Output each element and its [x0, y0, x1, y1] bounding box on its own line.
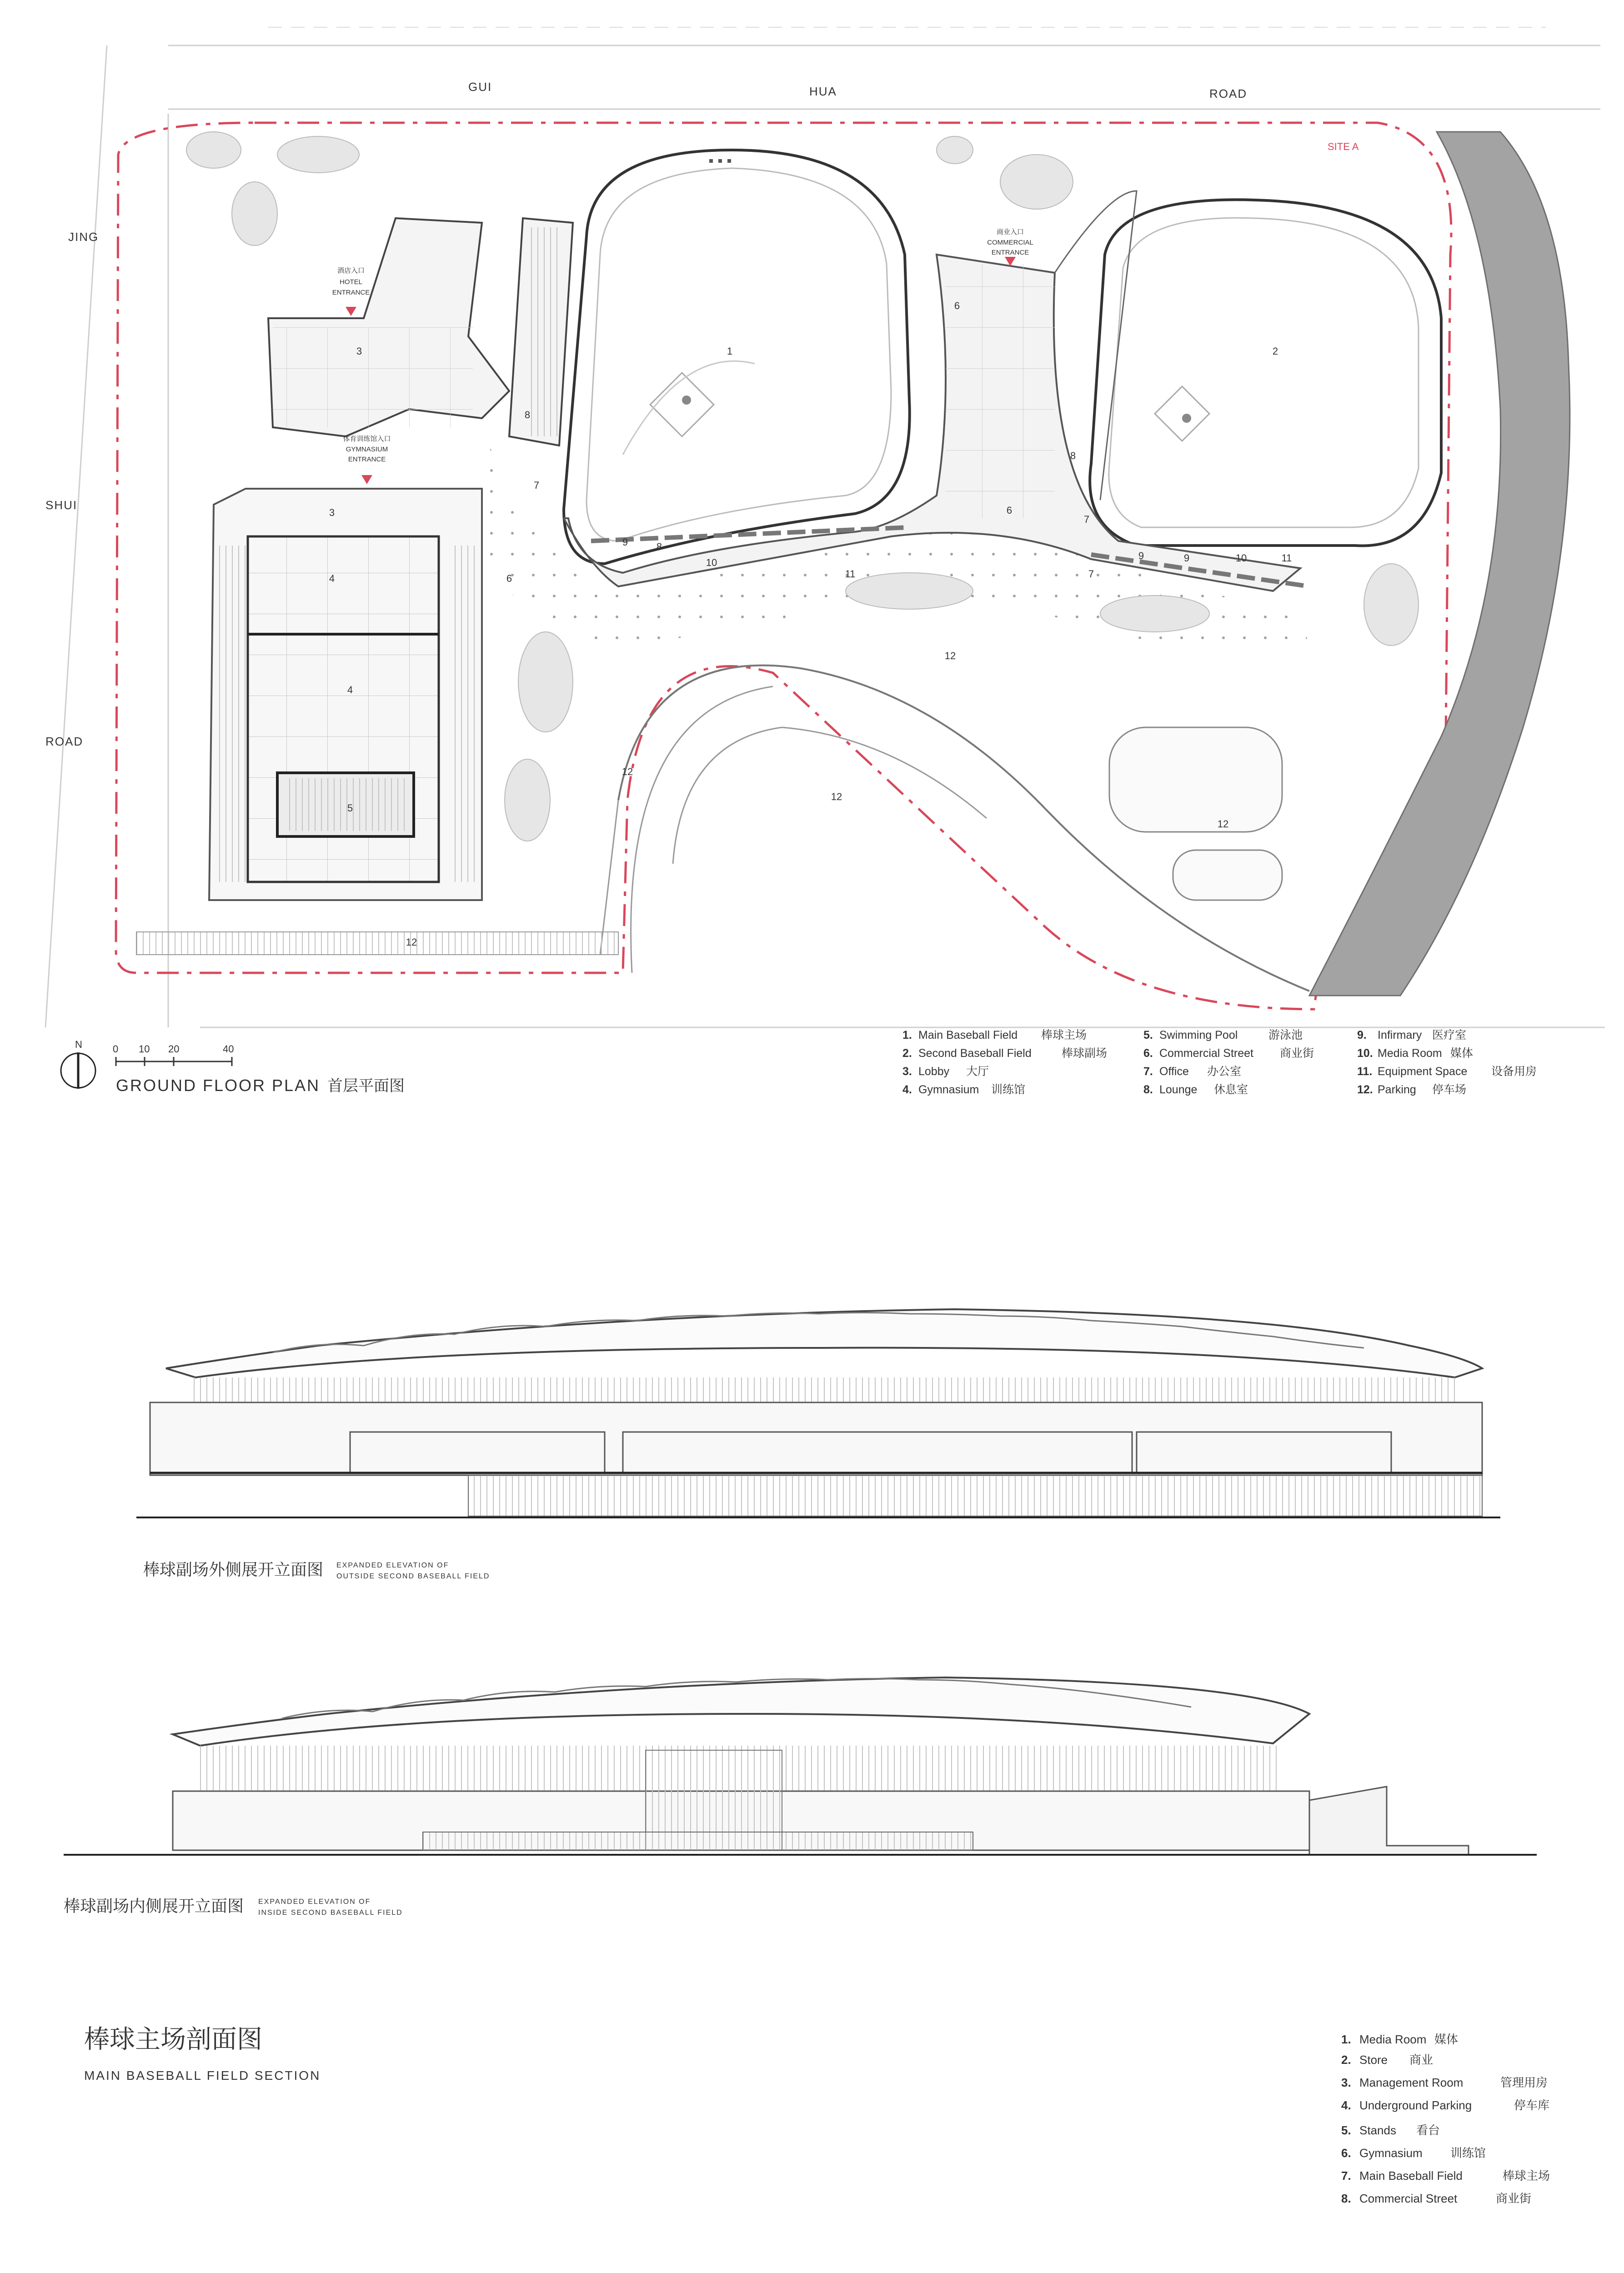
svg-text:Stands: Stands: [1359, 2123, 1396, 2137]
svg-text:Swimming Pool: Swimming Pool: [1159, 1029, 1238, 1041]
svg-text:Equipment Space: Equipment Space: [1378, 1065, 1468, 1078]
legend-item: [1143, 1029, 1303, 1041]
legend-item: [1341, 2146, 1486, 2160]
svg-text:20: 20: [168, 1043, 180, 1055]
site-label: SITE A: [1328, 141, 1359, 152]
plan-mark: 10: [706, 557, 717, 568]
commercial-entrance-label: [987, 228, 1033, 256]
svg-text:媒体: 媒体: [1450, 1047, 1474, 1060]
svg-text:6.: 6.: [1341, 2146, 1351, 2160]
elevation-outside-title-en-2: OUTSIDE SECOND BASEBALL FIELD: [336, 1572, 490, 1580]
plan-mark: 5: [347, 802, 353, 814]
road-label-jing: JING: [68, 230, 99, 244]
svg-text:4.: 4.: [902, 1083, 912, 1096]
plan-mark: 9: [1138, 550, 1144, 561]
roof-outline: [166, 1309, 1482, 1377]
legend-item: [902, 1029, 1087, 1041]
plan-title: GROUND FLOOR PLAN: [116, 1076, 321, 1095]
svg-text:Media Room: Media Room: [1378, 1047, 1442, 1060]
svg-text:10: 10: [139, 1043, 150, 1055]
section-drawing: [18, 2025, 1614, 2273]
plan-mark: 7: [533, 480, 540, 491]
plan-mark: 6: [506, 573, 512, 584]
svg-text:12.: 12.: [1357, 1083, 1373, 1096]
legend-item: [1341, 2192, 1531, 2205]
svg-text:0: 0: [113, 1043, 119, 1055]
plan-mark: 9: [1183, 552, 1190, 564]
legend-item: [1357, 1065, 1537, 1078]
svg-text:训练馆: 训练馆: [991, 1083, 1026, 1096]
plan-mark: 10: [1235, 552, 1247, 564]
plan-mark: 12: [1217, 818, 1229, 830]
plan-mark: 6: [954, 300, 960, 311]
gymnasium-entrance-label: [343, 435, 391, 463]
svg-text:6.: 6.: [1143, 1047, 1153, 1060]
plan-mark: 4: [347, 684, 353, 696]
legend-item: [1357, 1029, 1466, 1041]
svg-text:管理用房: 管理用房: [1500, 2076, 1548, 2089]
svg-text:商业入口: 商业入口: [996, 228, 1024, 236]
svg-text:8.: 8.: [1143, 1083, 1153, 1096]
svg-text:2.: 2.: [902, 1047, 912, 1060]
roof-outline: [173, 1677, 1309, 1746]
svg-text:4.: 4.: [1341, 2098, 1351, 2112]
svg-text:停车库: 停车库: [1514, 2098, 1550, 2112]
svg-text:办公室: 办公室: [1207, 1065, 1242, 1078]
svg-text:8.: 8.: [1341, 2192, 1351, 2205]
hotel-entrance-label: [332, 267, 370, 296]
svg-text:ENTRANCE: ENTRANCE: [991, 249, 1029, 256]
plan-mark: 11: [845, 568, 856, 580]
svg-text:酒店入口: 酒店入口: [337, 267, 365, 275]
svg-text:2.: 2.: [1341, 2053, 1351, 2067]
svg-text:商业: 商业: [1409, 2053, 1434, 2067]
svg-text:Infirmary: Infirmary: [1378, 1029, 1422, 1041]
road-label-hua: HUA: [809, 85, 837, 98]
plan-mark: 8: [656, 541, 662, 552]
section-title-en: MAIN BASEBALL FIELD SECTION: [84, 2068, 321, 2083]
legend-item: [1341, 2169, 1550, 2183]
svg-text:Commercial Street: Commercial Street: [1159, 1047, 1253, 1060]
elevation-inside: [64, 1677, 1537, 1917]
north-arrow: [61, 1039, 95, 1089]
svg-text:Lobby: Lobby: [918, 1065, 950, 1078]
svg-text:设备用房: 设备用房: [1491, 1065, 1537, 1078]
svg-text:Gymnasium: Gymnasium: [918, 1083, 979, 1096]
svg-text:大厅: 大厅: [966, 1065, 989, 1078]
elevation-inside-title-cn: 棒球副场内侧展开立面图: [64, 1897, 244, 1915]
legend-item: [1341, 2123, 1440, 2137]
svg-text:训练馆: 训练馆: [1450, 2146, 1486, 2160]
svg-text:5.: 5.: [1143, 1029, 1153, 1041]
svg-text:Lounge: Lounge: [1159, 1083, 1198, 1096]
legend-item: [1341, 2076, 1548, 2089]
main-baseball-field: [564, 150, 910, 564]
svg-text:Main Baseball Field: Main Baseball Field: [918, 1029, 1018, 1041]
svg-text:商业街: 商业街: [1496, 2192, 1532, 2205]
svg-text:棒球主场: 棒球主场: [1041, 1029, 1087, 1041]
svg-text:棒球副场: 棒球副场: [1062, 1047, 1108, 1060]
svg-text:Office: Office: [1159, 1065, 1189, 1078]
svg-text:商业街: 商业街: [1280, 1047, 1314, 1060]
legend-item: [902, 1083, 1025, 1096]
svg-text:Management Room: Management Room: [1359, 2076, 1464, 2089]
svg-text:休息室: 休息室: [1214, 1083, 1248, 1096]
svg-text:Commercial Street: Commercial Street: [1359, 2192, 1458, 2205]
legend-item: [1341, 2053, 1433, 2067]
legend-item: [902, 1047, 1107, 1060]
svg-text:看台: 看台: [1416, 2123, 1440, 2137]
plan-legend: [902, 1029, 1537, 1096]
svg-text:N: N: [75, 1039, 82, 1050]
section-title-cn: 棒球主场剖面图: [84, 2025, 262, 2053]
svg-text:Store: Store: [1359, 2053, 1388, 2067]
plan-mark: 2: [1272, 345, 1278, 357]
plan-mark: 1: [727, 345, 733, 357]
svg-text:9.: 9.: [1357, 1029, 1367, 1041]
svg-text:医疗室: 医疗室: [1432, 1029, 1467, 1041]
plan-mark: 12: [831, 791, 842, 802]
elevation-outside: [136, 1309, 1500, 1580]
plan-mark: 7: [1083, 514, 1090, 525]
svg-text:停车场: 停车场: [1432, 1083, 1467, 1096]
section-legend: [1341, 2033, 1550, 2205]
svg-text:Parking: Parking: [1378, 1083, 1416, 1096]
road-label-gui: GUI: [468, 80, 492, 94]
plan-mark: 12: [406, 936, 417, 948]
svg-text:HOTEL: HOTEL: [339, 278, 363, 286]
plan-mark: 4: [329, 573, 335, 584]
svg-text:Underground Parking: Underground Parking: [1359, 2098, 1472, 2112]
svg-text:11.: 11.: [1357, 1065, 1373, 1078]
plan-mark: 12: [944, 650, 956, 661]
elevation-inside-title-en-2: INSIDE SECOND BASEBALL FIELD: [258, 1909, 403, 1917]
legend-item: [1357, 1047, 1473, 1060]
plan-scale-bar: [113, 1043, 234, 1066]
svg-text:3.: 3.: [902, 1065, 912, 1078]
ground-floor-plan: [45, 27, 1605, 1096]
plan-mark: 12: [622, 766, 633, 777]
svg-text:1.: 1.: [902, 1029, 912, 1041]
svg-text:10.: 10.: [1357, 1047, 1373, 1060]
svg-text:媒体: 媒体: [1434, 2033, 1459, 2046]
svg-text:40: 40: [223, 1043, 234, 1055]
legend-item: [1357, 1083, 1466, 1096]
svg-text:5.: 5.: [1341, 2123, 1351, 2137]
svg-text:ENTRANCE: ENTRANCE: [348, 456, 386, 463]
svg-text:Second Baseball Field: Second Baseball Field: [918, 1047, 1032, 1060]
svg-text:7.: 7.: [1341, 2169, 1351, 2183]
svg-text:3.: 3.: [1341, 2076, 1351, 2089]
legend-item: [1341, 2098, 1549, 2112]
legend-item: [1143, 1047, 1314, 1060]
elevation-inside-title-en-1: EXPANDED ELEVATION OF: [258, 1898, 371, 1906]
svg-text:棒球主场: 棒球主场: [1503, 2169, 1550, 2183]
svg-text:ENTRANCE: ENTRANCE: [332, 289, 370, 296]
svg-text:1.: 1.: [1341, 2033, 1351, 2046]
plan-mark: 7: [1088, 568, 1094, 580]
plan-mark: 6: [1006, 505, 1012, 516]
plan-mark: 3: [356, 345, 362, 357]
road-label-road-top: ROAD: [1209, 87, 1248, 100]
legend-item: [1341, 2033, 1458, 2046]
plan-mark: 9: [622, 536, 628, 548]
elevation-outside-title-cn: 棒球副场外侧展开立面图: [143, 1560, 324, 1579]
road-label-shui: SHUI: [45, 498, 78, 512]
svg-text:游泳池: 游泳池: [1268, 1029, 1303, 1041]
svg-text:COMMERCIAL: COMMERCIAL: [987, 239, 1033, 246]
svg-text:Media Room: Media Room: [1359, 2033, 1427, 2046]
second-baseball-field: [1090, 200, 1441, 546]
legend-item: [1143, 1083, 1248, 1096]
plan-mark: 3: [329, 507, 335, 518]
legend-item: [902, 1065, 989, 1078]
plan-mark: 11: [1281, 552, 1292, 564]
svg-text:Main Baseball Field: Main Baseball Field: [1359, 2169, 1463, 2183]
plan-mark: 8: [1070, 450, 1076, 461]
svg-text:7.: 7.: [1143, 1065, 1153, 1078]
plan-mark: 8: [524, 409, 531, 421]
plan-title-cn: 首层平面图: [327, 1077, 405, 1095]
legend-item: [1143, 1065, 1241, 1078]
svg-text:GYMNASIUM: GYMNASIUM: [346, 446, 388, 453]
svg-text:体育训练馆入口: 体育训练馆入口: [343, 435, 391, 443]
gymnasium-block: [209, 489, 482, 900]
road-label-road-left: ROAD: [45, 735, 84, 748]
elevation-outside-title-en-1: EXPANDED ELEVATION OF: [336, 1562, 449, 1569]
svg-text:Gymnasium: Gymnasium: [1359, 2146, 1423, 2160]
